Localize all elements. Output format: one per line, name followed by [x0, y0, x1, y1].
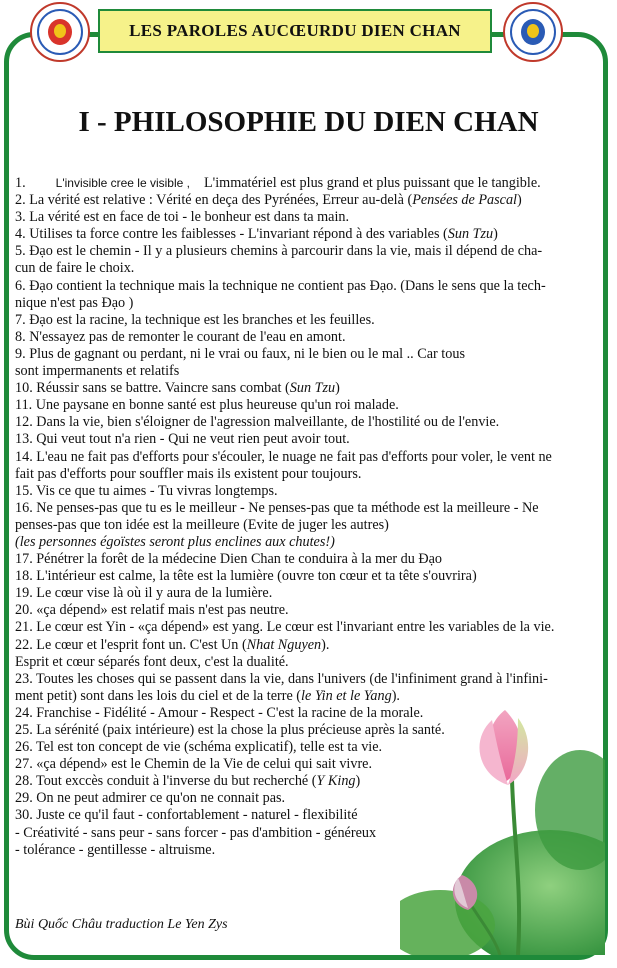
saying-text: 30. Juste ce qu'il faut - confortablement - naturel - flexibilité: [15, 807, 358, 824]
saying-line: [15, 312, 595, 329]
saying-line: [15, 397, 595, 414]
sayings-list: [15, 175, 595, 859]
saying-line: [15, 739, 595, 756]
saying-line: [15, 431, 595, 448]
saying-text: - Créativité - sans peur - sans forcer - pas d'ambition - généreux: [15, 824, 377, 841]
saying-text: 6. Đạo contient la technique mais la technique ne contient pas Đạo. (Dans le sens que la tech-: [15, 277, 546, 294]
saying-line: [15, 466, 595, 483]
right-seal-logo: [503, 2, 563, 62]
saying-line: [15, 705, 595, 722]
saying-text-end: ).: [391, 687, 400, 704]
saying-italic-text: le Yin et le Yang: [301, 687, 392, 704]
page-title: I - PHILOSOPHIE DU DIEN CHAN: [78, 106, 539, 138]
saying-text: 26. Tel est ton concept de vie (schéma explicatif), telle est ta vie.: [15, 739, 383, 756]
saying-text: 28. Tout exccès conduit à l'inverse du but recherché (: [15, 773, 317, 790]
saying-line: [15, 243, 595, 260]
saying-text: 8. N'essayez pas de remonter le courant de l'eau en amont.: [15, 328, 346, 345]
saying-text: Esprit et cœur séparés font deux, c'est la dualité.: [15, 653, 289, 670]
saying-text-end: ): [516, 192, 522, 209]
saying-italic-text: Nhat Nguyen: [246, 636, 322, 653]
saying-line: [15, 226, 595, 243]
signature: Bùi Quốc Châu traduction Le Yen Zys: [15, 917, 228, 932]
saying-number: 1.: [15, 175, 26, 191]
saying-line: [15, 449, 595, 466]
saying-line: [15, 602, 595, 619]
saying-text: 16. Ne penses-pas que tu es le meilleur - Ne penses-pas que ta méthode est la meilleure - Ne: [15, 499, 539, 516]
saying-text: 15. Vis ce que tu aimes - Tu vivras longtemps.: [15, 482, 278, 499]
saying-text: fait pas d'efforts pour souffler mais ils existent pour toujours.: [15, 465, 362, 482]
saying-text: 19. Le cœur vise là où il y aura de la lumière.: [15, 585, 273, 602]
saying-line: [15, 278, 595, 295]
saying-line: [15, 637, 595, 654]
saying-text: 12. Dans la vie, bien s'éloigner de l'agression malveillante, de l'hostilité ou de l'envie.: [15, 414, 500, 431]
saying-line: [15, 773, 595, 790]
saying-text: 11. Une paysane en bonne santé est plus heureuse qu'un roi malade.: [15, 397, 399, 414]
saying-text: 3. La vérité est en face de toi - le bonheur est dans ta main.: [15, 209, 350, 226]
saying-line: [15, 500, 595, 517]
saying-line: [15, 414, 595, 431]
saying-line: [15, 756, 595, 773]
saying-text: 5. Đạo est le chemin - Il y a plusieurs chemins à parcourir dans la vie, mais il dépend de cha-: [15, 243, 543, 260]
saying-line: [15, 380, 595, 397]
saying-line: [15, 551, 595, 568]
saying-line: [15, 260, 595, 277]
saying-line: [15, 807, 595, 824]
saying-italic-text: Sun Tzu: [289, 380, 336, 397]
saying-line: [15, 585, 595, 602]
saying-line: [15, 483, 595, 500]
saying-italic-text: (les personnes égoïstes seront plus enclines aux chutes!): [15, 533, 335, 550]
saying-text: 27. «ça dépend» est le Chemin de la Vie de celui qui sait vivre.: [15, 756, 373, 773]
saying-italic-text: Pensées de Pascal: [412, 192, 517, 209]
saying-text: ment petit) sont dans les lois du ciel et de la terre (: [15, 687, 302, 704]
saying-inset-text: L'invisible cree le visible ,: [55, 176, 190, 190]
saying-text: - tolérance - gentillesse - altruisme.: [15, 841, 216, 858]
left-seal-logo: [30, 2, 90, 62]
saying-line: [15, 517, 595, 534]
saying-italic-text: Y King: [316, 773, 356, 790]
saying-text: 13. Qui veut tout n'a rien - Qui ne veut rien peut avoir tout.: [15, 431, 350, 448]
saying-text: 22. Le cœur et l'esprit font un. C'est Un (: [15, 636, 247, 653]
saying-text: 25. La sérénité (paix intérieure) est la chose la plus précieuse après la santé.: [15, 722, 445, 738]
saying-text: 17. Pénétrer la forêt de la médecine Dien Chan te conduira à la mer du Đạo: [15, 551, 443, 568]
header-banner: LES PAROLES AUCŒURDU DIEN CHAN: [98, 9, 492, 53]
saying-text: 14. L'eau ne fait pas d'efforts pour s'écouler, le nuage ne fait pas d'efforts pour voler, le vent ne: [15, 448, 552, 465]
saying-line: [15, 192, 595, 209]
saying-text: 10. Réussir sans se battre. Vaincre sans combat (: [15, 380, 290, 397]
saying-text-end: ).: [321, 636, 330, 653]
saying-line: [15, 654, 595, 671]
saying-text: 7. Đạo est la racine, la technique est les branches et les feuilles.: [15, 311, 375, 328]
saying-italic-text: Sun Tzu: [447, 226, 494, 243]
saying-text-end: ): [493, 226, 498, 243]
saying-line: [15, 568, 595, 585]
saying-text: 18. L'intérieur est calme, la tête est la lumière (ouvre ton cœur et ta tête s'ouvrira): [15, 568, 477, 585]
saying-line: [15, 722, 595, 739]
saying-line: [15, 534, 595, 551]
saying-line: [15, 209, 595, 226]
saying-text: 4. Utilises ta force contre les faiblesses - L'invariant répond à des variables (: [15, 226, 448, 243]
saying-text: 21. Le cœur est Yin - «ça dépend» est yang. Le cœur est l'invariant entre les variables de la vie.: [15, 619, 555, 636]
saying-line: [15, 688, 595, 705]
saying-text: sont impermanents et relatifs: [15, 363, 180, 380]
saying-text: 24. Franchise - Fidélité - Amour - Respect - C'est la racine de la morale.: [15, 704, 424, 721]
saying-line: [15, 295, 595, 312]
saying-text: 9. Plus de gagnant ou perdant, ni le vrai ou faux, ni le bien ou le mal .. Car tous: [15, 345, 465, 362]
saying-text: 20. «ça dépend» est relatif mais n'est pas neutre.: [15, 602, 289, 619]
saying-text: L'immatériel est plus grand et plus puissant que le tangible.: [204, 175, 541, 191]
saying-text: penses-pas que ton idée est la meilleure (Evite de juger les autres): [15, 516, 389, 533]
saying-line: [15, 619, 595, 636]
saying-line: [15, 346, 595, 363]
saying-text: 29. On ne peut admirer ce qu'on ne connait pas.: [15, 790, 286, 807]
saying-line: [15, 790, 595, 807]
saying-line: [15, 329, 595, 346]
saying-text-end: ): [335, 380, 340, 397]
saying-text: 2. La vérité est relative : Vérité en deça des Pyrénées, Erreur au-delà (: [15, 192, 413, 209]
saying-line: [15, 842, 595, 859]
saying-text: 23. Toutes les choses qui se passent dans la vie, dans l'univers (de l'infiniment grand à l'infini-: [15, 670, 548, 687]
saying-text-end: ): [355, 773, 361, 790]
saying-text: nique n'est pas Đạo ): [15, 294, 134, 311]
saying-line: [15, 671, 595, 688]
saying-line: [15, 363, 595, 380]
saying-line: [15, 175, 595, 192]
saying-line: [15, 825, 595, 842]
saying-text: cun de faire le choix.: [15, 260, 135, 277]
